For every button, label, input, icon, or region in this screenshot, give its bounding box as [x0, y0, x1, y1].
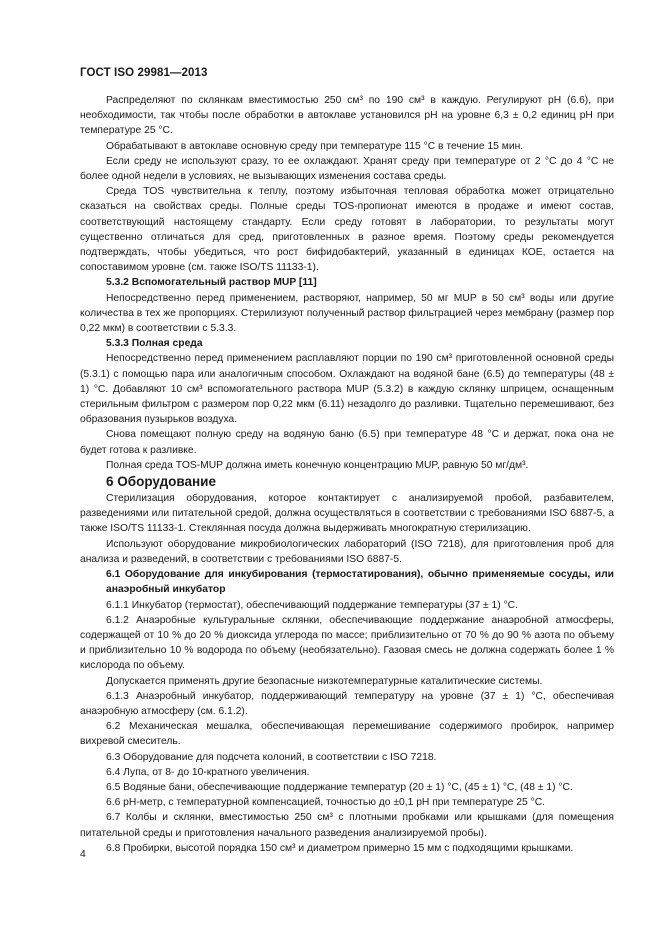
paragraph: 6.7 Колбы и склянки, вместимостью 250 см³ с плотными пробками или крышками (для помещения питательной среды и приготовления начального разведения анализируемой пробы). — [80, 812, 614, 839]
paragraph: Непосредственно перед применением расплавляют порции по 190 см³ приготовленной основной среды (5.3.1) с помощью пара или аналогичным способом. Охлаждают на водяной бане (6.5) до температуры (48 ± 1) °C. Добавляют 10 см³ вспомогательного раствора MUP (5.3.2) в каждую склянку шприцем, оснащенным стерильным фильтром с размером пор 0,22 мкм (6.11) незадолго до разливки. Тщательно перемешивают, без образования пузырьков воздуха. — [80, 353, 614, 426]
paragraph: Если среду не используют сразу, то ее охлаждают. Хранят среду при температуре от 2 °C до 4 °C не более одной недели в условиях, не вызывающих изменения состава среды. — [80, 155, 614, 183]
paragraph: 6.5 Водяные бани, обеспечивающие поддержание температур (20 ± 1) °C, (45 ± 1) °C, (48 ± 1) °C. — [106, 781, 573, 793]
document-body — [80, 93, 614, 856]
subsection-heading: 6.1 Оборудование для инкубирования (термостатирования), обычно применяемые сосуды, или анаэробный инкубатор — [106, 569, 614, 596]
page-number: 4 — [80, 849, 86, 860]
paragraph: Снова помещают полную среду на водяную баню (6.5) при температуре 48 °C и держат, пока она не будет готова к разливке. — [80, 429, 614, 456]
paragraph: Обрабатывают в автоклаве основную среду при температуре 115 °C в течение 15 мин. — [106, 140, 524, 152]
paragraph: Распределяют по склянкам вместимостью 250 см³ по 190 см³ в каждую. Регулируют pH (6.6), при необходимости, так чтобы после обработки в автоклаве установился pH на уровне 6,3 ± 0,2 единиц pH при температуре 25 °C. — [80, 95, 614, 137]
paragraph: Допускается применять другие безопасные низкотемпературные каталитические системы. — [106, 675, 543, 687]
paragraph: 6.4 Лупа, от 8- до 10-кратного увеличения. — [106, 766, 310, 778]
paragraph: 6.3 Оборудование для подсчета колоний, в соответствии с ISO 7218. — [106, 751, 437, 763]
paragraph: Полная среда TOS-MUP должна иметь конечную концентрацию MUP, равную 50 мг/дм³. — [106, 459, 529, 471]
paragraph: Стерилизация оборудования, которое контактирует с анализируемой пробой, разбавителем, разведениями или питательной средой, должна осуществляться в соответствии с требованиями ISO 6887-5, а также ISO/TS 11133-1. Стеклянная посуда должна выдерживать многократную стерилизацию. — [80, 493, 614, 535]
paragraph: 6.6 pH-метр, с температурной компенсацией, точностью до ±0,1 pH при температуре 25 °C. — [106, 797, 545, 809]
paragraph: 6.1.3 Анаэробный инкубатор, поддерживающий температуру на уровне (37 ± 1) °C, обеспечивая анаэробную атмосферу (см. 6.1.2). — [80, 690, 614, 717]
section-heading: 6 Оборудование — [106, 474, 216, 490]
subsection-heading: 5.3.3 Полная среда — [106, 338, 203, 350]
paragraph: Непосредственно перед применением, растворяют, например, 50 мг MUP в 50 см³ воды или другие количества в тех же пропорциях. Стерилизуют полученный раствор фильтрацией через мембрану (размер пор 0,22 мкм) в соответствии с 5.3.3. — [80, 292, 614, 335]
paragraph: Используют оборудование микробиологических лабораторий (ISO 7218), для приготовления проб для анализа и разведений, в соответствии с требованиями ISO 6887-5. — [80, 538, 614, 565]
document-header: ГОСТ ISO 29981—2013 — [80, 67, 208, 79]
subsection-heading: 5.3.2 Вспомогательный раствор MUP [11] — [106, 277, 317, 289]
paragraph: Среда TOS чувствительна к теплу, поэтому избыточная тепловая обработка может отрицательно сказаться на свойствах среды. Полные среды TOS-пропионат имеются в продаже и имеют состав, соответствующий настоящему стандарту. Если среду готовят в лаборатории, то результаты могут существенно отличаться для сред, приготовленных в разное время. Поэтому среды рекомендуется подтверждать, чтобы убедиться, что рост бифидобактерий, указанный в единицах КОЕ, остается на сопоставимом уровне (см. также ISO/TS 11133-1). — [80, 186, 614, 274]
paragraph: 6.1.1 Инкубатор (термостат), обеспечивающий поддержание температуры (37 ± 1) °C. — [106, 599, 518, 611]
paragraph: 6.2 Механическая мешалка, обеспечивающая перемешивание содержимого пробирок, например вихревой смеситель. — [80, 721, 614, 748]
paragraph: 6.1.2 Анаэробные культуральные склянки, обеспечивающие поддержание анаэробной атмосферы, содержащей от 10 % до 20 % диоксида углерода по массе; приблизительно от 70 % до 90 % азота по объему и приблизительно 10 % водорода по объему (необязательно). Газовая смесь не должна содержать более 1 % кислорода по объему. — [80, 614, 614, 672]
paragraph: 6.8 Пробирки, высотой порядка 150 см³ и диаметром примерно 15 мм с подходящими крышками. — [106, 842, 574, 854]
